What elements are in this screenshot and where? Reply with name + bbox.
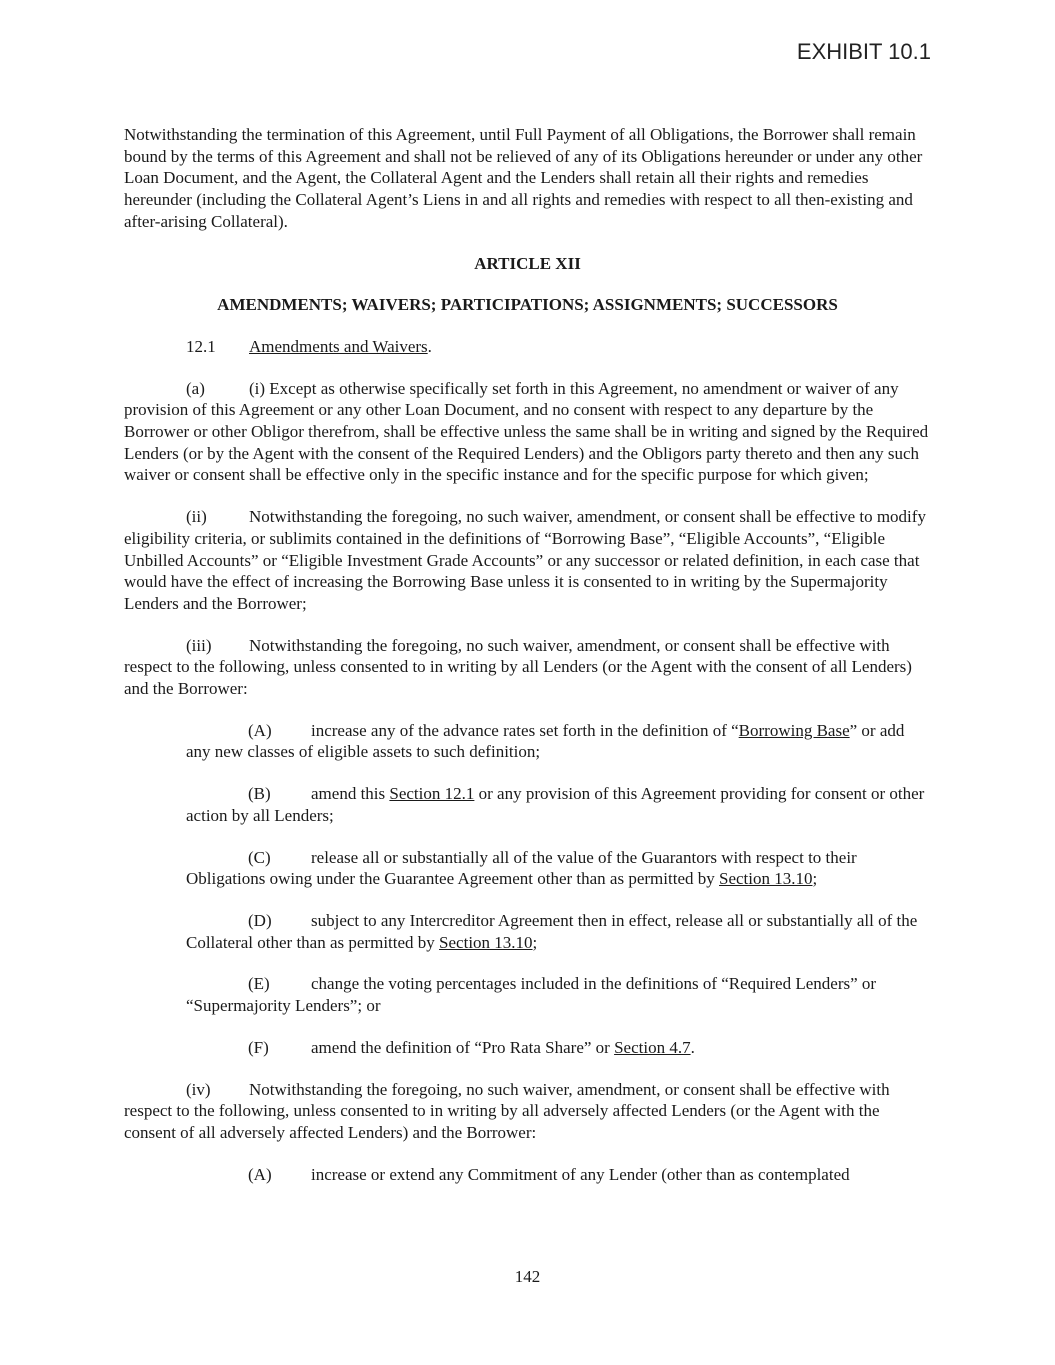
exhibit-header	[0, 0, 1055, 64]
subparagraph-iii-F: (F) amend the definition of “Pro Rata Share” or Section 4.7.	[248, 1037, 695, 1057]
section-12-1-title: 12.1 Amendments and Waivers.	[186, 336, 432, 356]
subparagraph-iii-C: (C) release all or substantially all of the value of the Guarantors with respect to their Obligations owing under the Guarantee Agreement other than as permitted by Section 13.10;	[186, 847, 857, 889]
subparagraph-iii-D-label: (D)	[248, 910, 272, 930]
paragraph-a-iii-label: (iii)	[186, 635, 212, 655]
page-number: 142	[514, 1267, 541, 1286]
subparagraph-iv-A: (A) increase or extend any Commitment of any Lender (other than as contemplated	[248, 1164, 850, 1184]
subparagraph-iii-D: (D) subject to any Intercreditor Agreement then in effect, release all or substantially all of the Collateral other than as permitted by Section 13.10;	[186, 910, 918, 952]
subparagraph-iii-E-label: (E)	[248, 974, 270, 994]
article-subheading: AMENDMENTS; WAIVERS; PARTICIPATIONS; ASSIGNMENTS; SUCCESSORS	[217, 295, 838, 315]
paragraph-a-ii: (ii) Notwithstanding the foregoing, no such waiver, amendment, or consent shall be effective to modify eligibility criteria, or sublimits contained in the definitions of “Borrowing Base”, “Eligible Accounts”, “Eligible Unbilled Accounts” or “Eligible Investment Grade Accounts” or any successor or related definition, in each case that would have the effect of increasing the Borrowing Base unless it is consented to in writing by the Supermajority Lenders and the Borrower;	[124, 507, 926, 613]
exhibit-label: EXHIBIT 10.1	[796, 39, 931, 64]
paragraph-a-iv-label: (iv)	[186, 1079, 211, 1099]
paragraph-a-i-label: (a)	[186, 378, 205, 398]
page-footer	[0, 1266, 1055, 1288]
section-12-1-title-label: 12.1	[186, 336, 216, 356]
subparagraph-iii-B-label: (B)	[248, 784, 271, 804]
intro-paragraph: Notwithstanding the termination of this Agreement, until Full Payment of all Obligations, the Borrower shall remain bound by the terms of this Agreement and shall not be relieved of any of its Obligations hereunder or under any other Loan Document, and the Agent, the Collateral Agent and the Lenders shall retain all their rights and remedies hereunder (including the Collateral Agent’s Liens in and all rights and remedies with respect to all then-existing and after-arising Collateral).	[124, 125, 923, 231]
paragraph-a-iii: (iii) Notwithstanding the foregoing, no such waiver, amendment, or consent shall be effective with respect to the following, unless consented to in writing by all Lenders (or the Agent with the consent of all Lenders) and the Borrower:	[124, 635, 912, 699]
article-heading: ARTICLE XII	[474, 253, 581, 273]
subparagraph-iv-A-label: (A)	[248, 1164, 272, 1184]
subparagraph-iii-F-label: (F)	[248, 1037, 269, 1057]
paragraph-a-i: (a) (i) Except as otherwise specifically set forth in this Agreement, no amendment or waiver of any provision of this Agreement or any other Loan Document, and no consent with respect to any departure by the Borrower or other Obligor therefrom, shall be effective unless the same shall be in writing and signed by the Required Lenders (or by the Agent with the consent of the Required Lenders) and the Obligors party thereto and then any such waiver or consent shall be effective only in the specific instance and for the specific purpose for which given;	[124, 378, 929, 485]
subparagraph-iii-A: (A) increase any of the advance rates set forth in the definition of “Borrowing Base” or add any new classes of eligible assets to such definition;	[186, 720, 905, 762]
paragraph-a-iv: (iv) Notwithstanding the foregoing, no such waiver, amendment, or consent shall be effective with respect to the following, unless consented to in writing by all adversely affected Lenders (or the Agent with the consent of all adversely affected Lenders) and the Borrower:	[124, 1079, 890, 1142]
document-body	[124, 64, 931, 1185]
subparagraph-iii-C-label: (C)	[248, 847, 271, 867]
subparagraph-iii-E: (E) change the voting percentages included in the definitions of “Required Lenders” or “Supermajority Lenders”; or	[186, 974, 877, 1016]
paragraph-a-ii-label: (ii)	[186, 507, 207, 527]
subparagraph-iii-A-label: (A)	[248, 720, 272, 740]
subparagraph-iii-B: (B) amend this Section 12.1 or any provision of this Agreement providing for consent or other action by all Lenders;	[186, 784, 925, 825]
